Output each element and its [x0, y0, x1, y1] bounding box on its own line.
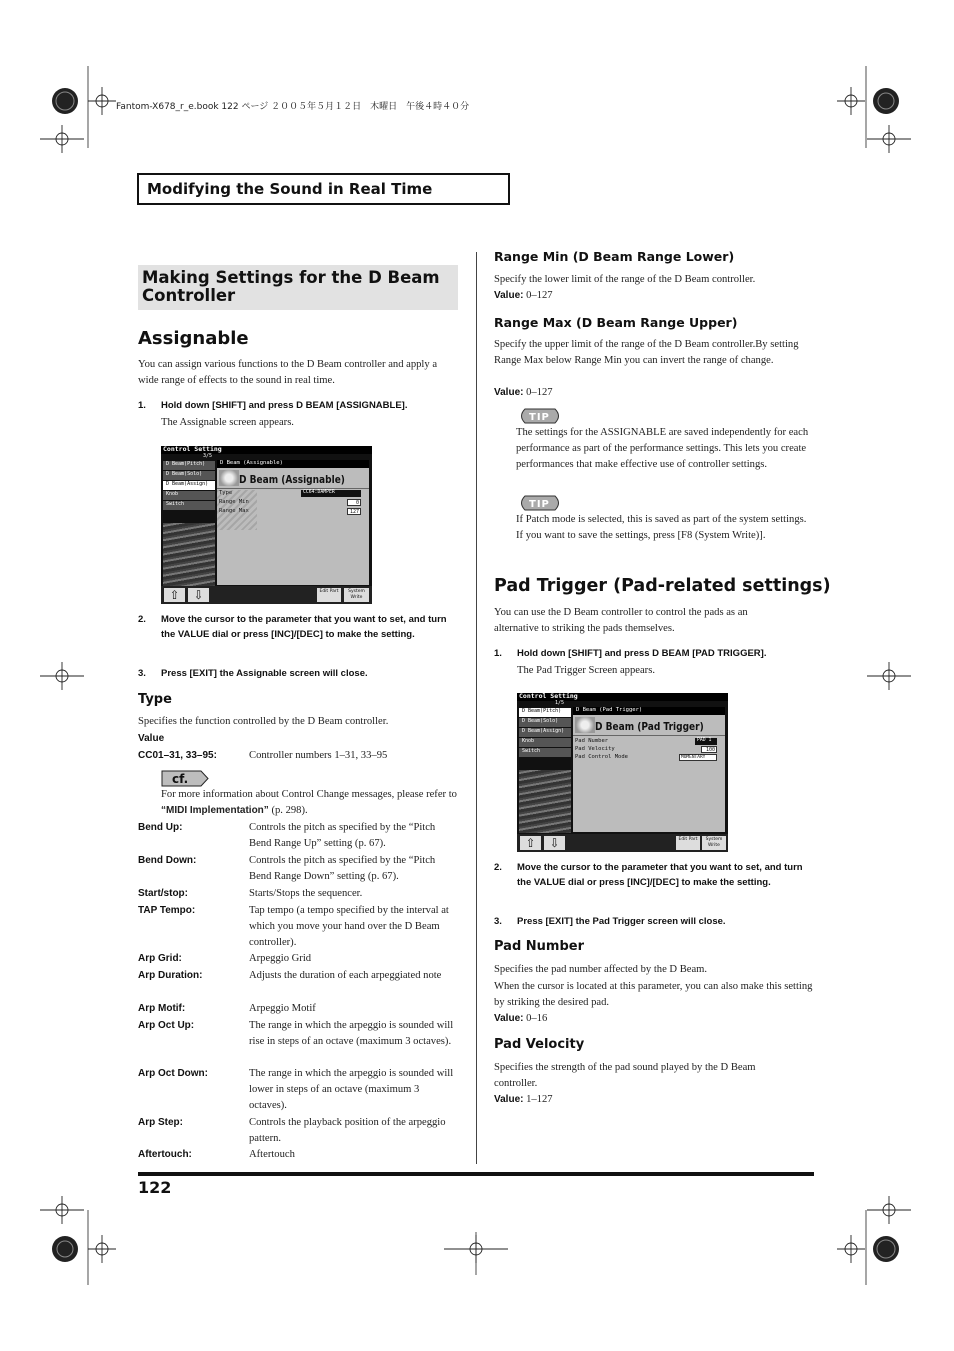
param-key: Bend Down: [138, 855, 197, 866]
param-key: Start/stop: [138, 888, 188, 899]
screen2-tab-active[interactable]: D Beam(Pitch) [519, 708, 571, 717]
cf-text-pre: For more information about Control Change messages, please refer to [161, 789, 457, 800]
pad-step3-num: 3. [494, 916, 502, 927]
param-value: Controls the pitch as specified by the “Pitch Bend Range Up” setting (p. 67). [249, 822, 436, 849]
param-key: Arp Oct Down: [138, 1068, 208, 1079]
up-arrow-button[interactable] [164, 588, 185, 602]
pad-number-title: Pad Number [494, 939, 584, 954]
step3-text: Press [EXIT] the Assignable screen will close. [161, 668, 368, 679]
screen2-tab[interactable]: D Beam(Assign) [519, 728, 571, 737]
down-arrow-button[interactable] [188, 588, 209, 602]
pad-velocity-value [494, 1092, 553, 1108]
screen2-header: D Beam (Pad Trigger) [576, 707, 643, 713]
screen1-page: 3/5 [203, 453, 213, 459]
screen2-tab[interactable]: D Beam(Solo) [519, 718, 571, 727]
assignable-intro: You can assign various functions to the D Beam controller and apply a wide range of effects to the sound in real time. [138, 359, 438, 386]
assignable-screen [161, 446, 372, 604]
up-arrow-icon: ⇧ [169, 588, 180, 602]
screen1-row-max-value[interactable]: 127 [347, 508, 361, 515]
screen1-tab[interactable]: D Beam(Solo) [163, 471, 215, 480]
heading-box-title: Making Settings for the D Beam Controller [142, 268, 440, 305]
cf-badge-label: cf. [172, 772, 189, 786]
footer-rule [138, 1172, 814, 1176]
section-banner [137, 173, 510, 205]
param-key: Bend Up: [138, 822, 183, 833]
param-key: Arp Grid: [138, 953, 182, 964]
param-value: Arpeggio Grid [249, 953, 312, 964]
type-desc: Specifies the function controlled by the D Beam controller. [138, 716, 389, 727]
type-title: Type [138, 692, 172, 707]
param-key: Arp Motif: [138, 1003, 186, 1014]
assignable-title: Assignable [138, 328, 249, 349]
system-write-button[interactable]: System Write [344, 588, 369, 602]
screen2-tab[interactable]: Knob [519, 738, 571, 747]
step2-text: Move the cursor to the parameter that you want to set, and turn the VALUE dial or press [INC]/[DEC] to make the setting. [161, 614, 447, 640]
pad-step3-text: Press [EXIT] the Pad Trigger screen will close. [517, 916, 726, 927]
cf-text [161, 787, 461, 819]
screen1-big-title: D Beam (Assignable) [239, 473, 345, 486]
up-arrow-button[interactable] [520, 836, 541, 850]
edit-part-button[interactable]: Edit Part [317, 588, 341, 602]
param-value: Tap tempo (a tempo specified by the interval at which you move your hand over the D Beam controller). [249, 905, 449, 948]
screen2-row-padnum-value[interactable]: PAD 1 [695, 738, 717, 745]
tip2-text: If Patch mode is selected, this is saved as part of the system settings. If you want to save the settings, press [F8 (System Write)]. [516, 514, 807, 541]
pad-number-value-label: Value: [494, 1013, 524, 1024]
step1-num: 1. [138, 400, 146, 411]
step3-num: 3. [138, 668, 146, 679]
pad-trigger-title: Pad Trigger (Pad-related settings) [494, 576, 831, 596]
step1-sub: The Assignable screen appears. [161, 417, 294, 428]
type-value-label: Value [138, 733, 165, 744]
print-header: Fantom-X678_r_e.book 122 ページ ２００５年５月１２日 木曜日 午後４時４０分 [116, 102, 470, 112]
param-key: TAP Tempo: [138, 905, 196, 916]
pad-step1-text: Hold down [SHIFT] and press D BEAM [PAD TRIGGER]. [517, 648, 767, 659]
param-key: Arp Step: [138, 1117, 183, 1128]
screen1-row-min-value[interactable]: 0 [347, 499, 361, 506]
screen1-title: Control Setting [163, 446, 222, 453]
screen1-row-type-label[interactable]: Type [219, 490, 233, 496]
tip-badge [517, 495, 563, 511]
pad-velocity-value-text: 1–127 [523, 1094, 553, 1105]
param-key: CC01–31, 33–95: [138, 750, 217, 761]
screen2-big-title: D Beam (Pad Trigger) [595, 720, 704, 733]
range-max-value [494, 385, 553, 401]
screen2-page: 1/5 [555, 700, 565, 706]
param-value: Aftertouch [249, 1149, 295, 1160]
range-min-value-text: 0–127 [523, 290, 553, 301]
param-key: Aftertouch: [138, 1149, 192, 1160]
screen1-tab[interactable]: Switch [163, 501, 215, 510]
param-value: Controls the playback position of the arpeggio pattern. [249, 1117, 446, 1144]
range-max-title: Range Max (D Beam Range Upper) [494, 315, 738, 330]
screen1-header: D Beam (Assignable) [220, 460, 283, 466]
pad-step1-sub: The Pad Trigger Screen appears. [517, 665, 655, 676]
range-min-title: Range Min (D Beam Range Lower) [494, 249, 735, 264]
pad-number-value-text: 0–16 [523, 1013, 548, 1024]
screen2-row-mode-value[interactable]: MOMENTARY [679, 754, 717, 761]
column-divider [476, 252, 477, 1164]
page-number: 122 [138, 1178, 172, 1197]
pad-trigger-intro: You can use the D Beam controller to control the pads as an alternative to striking the pads themselves. [494, 607, 748, 634]
cf-badge [161, 770, 209, 787]
screen2-row-mode-label[interactable]: Pad Control Mode [575, 754, 628, 760]
up-arrow-icon: ⇧ [525, 836, 536, 850]
screen1-tab[interactable]: Knob [163, 491, 215, 500]
param-value: Starts/Stops the sequencer. [249, 888, 363, 899]
screen2-row-velocity-value[interactable]: 100 [701, 746, 717, 753]
pad-step2-text: Move the cursor to the parameter that you want to set, and turn the VALUE dial or press [INC]/[DEC] to make the setting. [517, 862, 803, 888]
screen1-row-type-value[interactable]: CC64:DAMPER [301, 490, 361, 497]
step2-num: 2. [138, 614, 146, 625]
range-max-value-label: Value: [494, 387, 524, 398]
pad-number-desc2: When the cursor is located at this parameter, you can also make this setting by striking the desired pad. [494, 981, 813, 1008]
pad-step2-num: 2. [494, 862, 502, 873]
tip-badge-label: TIP [529, 499, 550, 510]
screen2-row-velocity-label[interactable]: Pad Velocity [575, 746, 615, 752]
edit-part-button[interactable]: Edit Part [676, 836, 700, 850]
range-min-desc: Specify the lower limit of the range of the D Beam controller. [494, 274, 756, 285]
param-value: Adjusts the duration of each arpeggiated note [249, 970, 442, 981]
param-value: Arpeggio Motif [249, 1003, 316, 1014]
tip-badge-label: TIP [529, 412, 550, 423]
tip-badge [517, 408, 563, 424]
screen1-tab-active[interactable]: D Beam(Assign) [163, 481, 215, 490]
param-value: The range in which the arpeggio is sounded will lower in steps of an octave (maximum 3 octaves). [249, 1068, 454, 1111]
screen2-tab[interactable]: Switch [519, 748, 571, 757]
system-write-button[interactable]: System Write [702, 836, 726, 850]
down-arrow-icon: ⇩ [549, 836, 560, 850]
screen2-panel [573, 707, 725, 832]
param-value: Controller numbers 1–31, 33–95 [249, 750, 388, 761]
pad-trigger-screen [517, 693, 728, 852]
screen1-row-min-label[interactable]: Range Min [219, 499, 249, 505]
down-arrow-icon: ⇩ [193, 588, 204, 602]
heading-box [138, 265, 458, 310]
screen2-row-padnum-label[interactable]: Pad Number [575, 738, 609, 744]
tip1-text: The settings for the ASSIGNABLE are saved independently for each performance as part of the performance settings. This lets you create performances that make effective use of controller settings. [516, 427, 809, 470]
screen2-title: Control Setting [519, 693, 578, 700]
param-key: Arp Duration: [138, 970, 203, 981]
range-max-desc: Specify the upper limit of the range of the D Beam controller.By setting Range Max below Range Min you can invert the range of change. [494, 339, 799, 366]
screen1-tab[interactable]: D Beam(Pitch) [163, 461, 215, 470]
cf-text-bold: “MIDI Implementation” [161, 805, 269, 816]
range-min-value-label: Value: [494, 290, 524, 301]
pad-velocity-desc: Specifies the strength of the pad sound played by the D Beam controller. [494, 1062, 756, 1089]
range-min-value [494, 288, 553, 304]
param-value: The range in which the arpeggio is sounded will rise in steps of an octave (maximum 3 octaves). [249, 1020, 454, 1047]
param-value: Controls the pitch as specified by the “Pitch Bend Range Down” setting (p. 67). [249, 855, 436, 882]
section-banner-title: Modifying the Sound in Real Time [147, 180, 433, 198]
down-arrow-button[interactable] [544, 836, 565, 850]
pad-velocity-value-label: Value: [494, 1094, 524, 1105]
cf-text-post: (p. 298). [268, 805, 308, 816]
screen1-panel [217, 460, 369, 585]
param-key: Arp Oct Up: [138, 1020, 195, 1031]
pad-number-value [494, 1011, 547, 1027]
step1-text: Hold down [SHIFT] and press D BEAM [ASSIGNABLE]. [161, 400, 408, 411]
pad-step1-num: 1. [494, 648, 502, 659]
pad-number-desc1: Specifies the pad number affected by the D Beam. [494, 964, 708, 975]
pad-velocity-title: Pad Velocity [494, 1037, 585, 1052]
range-max-value-text: 0–127 [523, 387, 553, 398]
screen1-row-max-label[interactable]: Range Max [219, 508, 249, 514]
